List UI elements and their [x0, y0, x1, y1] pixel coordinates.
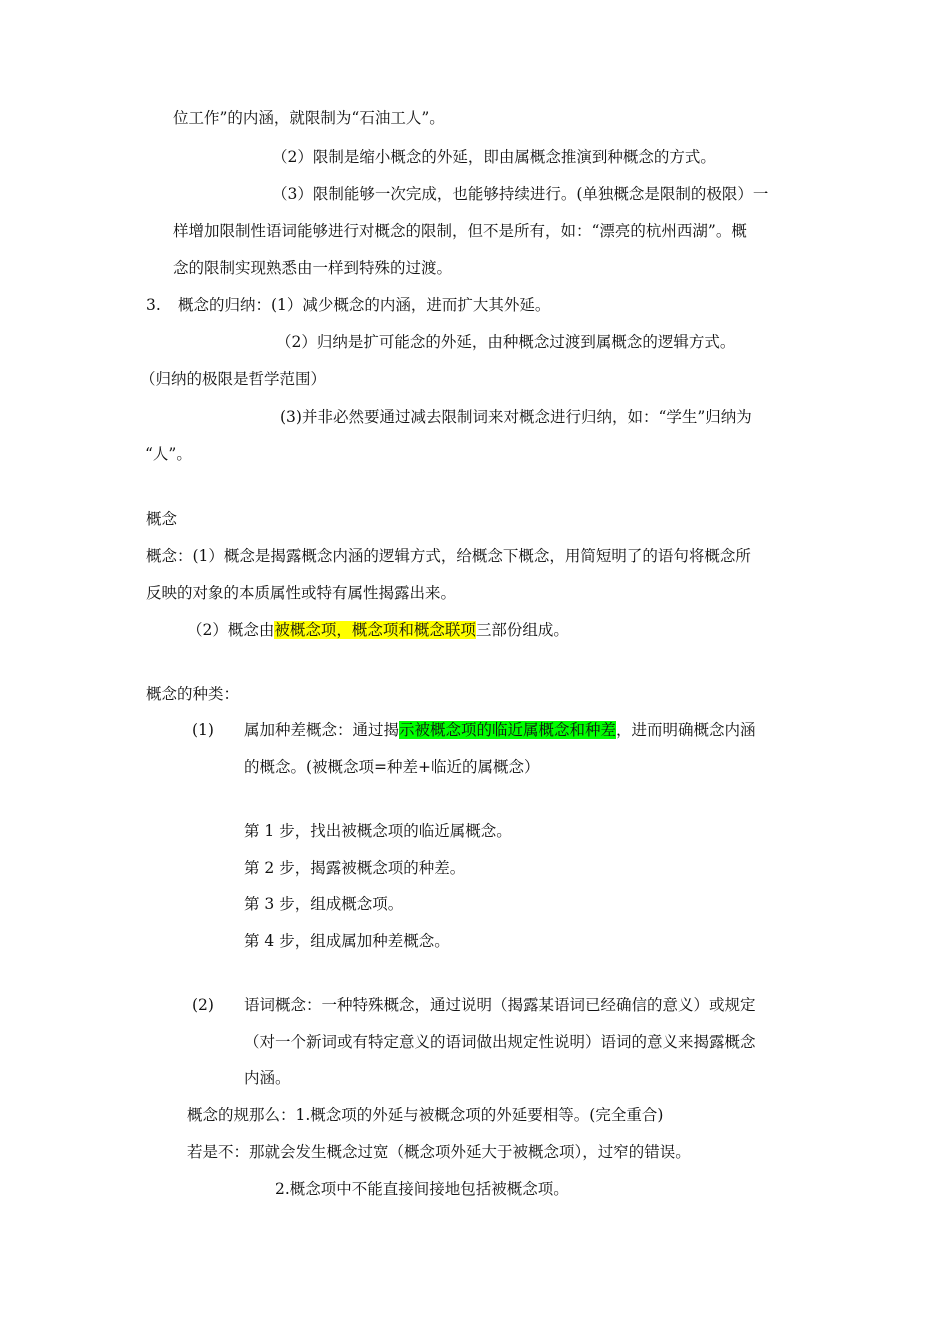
list-number: (1)	[192, 721, 214, 739]
section-heading: 概念的种类：	[146, 685, 240, 703]
text-line: （3）限制能够一次完成，也能够持续进行。(单独概念是限制的极限）一	[272, 185, 769, 203]
list-number: 3.	[146, 296, 161, 314]
text-run: ，进而明确概念内涵	[616, 721, 756, 739]
text-line: 概念的归纳：(1）减少概念的内涵，进而扩大其外延。	[178, 296, 551, 314]
text-line: 样增加限制性语词能够进行对概念的限制，但不是所有，如：“漂亮的杭州西湖”。概	[173, 222, 747, 240]
text-line: 反映的对象的本质属性或特有属性揭露出来。	[146, 584, 457, 602]
text-line: 若是不：那就会发生概念过宽（概念项外延大于被概念项），过窄的错误。	[187, 1143, 691, 1161]
text-line: (3)并非必然要通过减去限制词来对概念进行归纳，如：“学生”归纳为	[280, 408, 752, 426]
highlighted-text: 示被概念项的临近属概念和种差	[399, 721, 617, 739]
step-item: 第 2 步，揭露被概念项的种差。	[244, 859, 466, 877]
text-run: 属加种差概念：通过揭	[244, 721, 400, 739]
step-item: 第 1 步，找出被概念项的临近属概念。	[244, 822, 512, 840]
text-line: （对一个新词或有特定意义的语词做出规定性说明）语词的意义来揭露概念	[244, 1033, 756, 1051]
text-line: 位工作”的内涵，就限制为“石油工人”。	[173, 109, 445, 127]
text-line: 内涵。	[244, 1069, 291, 1087]
text-run: 三部份组成。	[475, 621, 569, 639]
text-line: 念的限制实现熟悉由一样到特殊的过渡。	[173, 259, 453, 277]
section-heading: 概念	[146, 510, 178, 528]
text-line: （2）归纳是扩可能念的外延，由种概念过渡到属概念的逻辑方式。	[276, 333, 736, 351]
text-line: （归纳的极限是哲学范围）	[140, 370, 327, 388]
text-line: “人”。	[145, 445, 192, 463]
text-line: 概念的规那么：1.概念项的外延与被概念项的外延要相等。(完全重合)	[187, 1106, 664, 1124]
text-line	[187, 619, 569, 641]
text-line: 的概念。(被概念项=种差+临近的属概念）	[244, 758, 540, 776]
text-line: 概念：(1）概念是揭露概念内涵的逻辑方式，给概念下概念，用简短明了的语句将概念所	[146, 547, 751, 565]
step-item: 第 4 步，组成属加种差概念。	[244, 932, 450, 950]
text-run: （2）概念由	[187, 621, 275, 639]
step-item: 第 3 步，组成概念项。	[244, 895, 404, 913]
text-line: 语词概念：一种特殊概念，通过说明（揭露某语词已经确信的意义）或规定	[244, 996, 756, 1014]
text-line	[244, 719, 756, 741]
text-line: （2）限制是缩小概念的外延，即由属概念推演到种概念的方式。	[272, 148, 716, 166]
text-line: 2.概念项中不能直接间接地包括被概念项。	[275, 1180, 569, 1198]
highlighted-text: 被概念项，概念项和概念联项	[274, 621, 476, 639]
list-number: (2)	[192, 996, 214, 1014]
